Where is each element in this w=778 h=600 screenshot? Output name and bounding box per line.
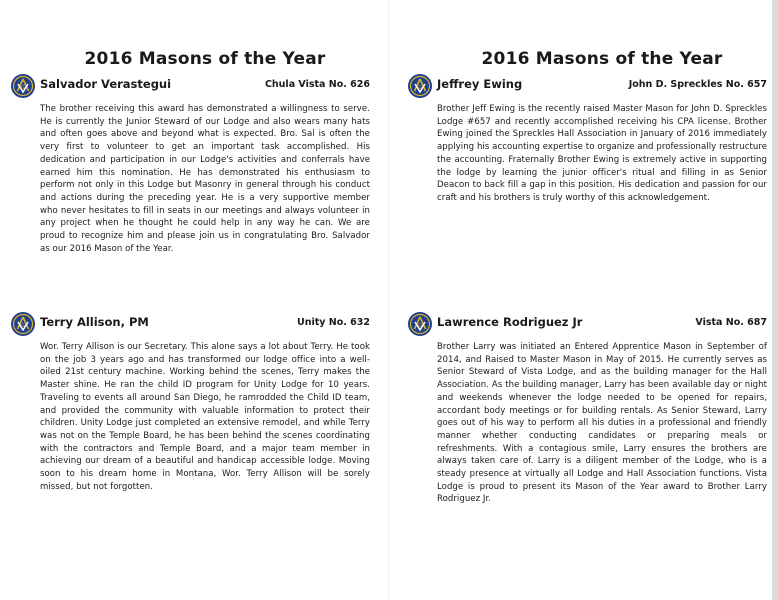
award-card-terry — [21, 313, 370, 493]
square-and-compass-icon — [407, 73, 433, 99]
award-card-lawrence — [418, 313, 767, 506]
card-header — [418, 75, 767, 97]
honoree-name: Lawrence Rodriguez Jr — [437, 315, 583, 329]
lodge-name: John D. Spreckles No. 657 — [628, 79, 767, 90]
card-header — [21, 313, 370, 335]
square-and-compass-icon — [407, 311, 433, 337]
citation-text: Brother Larry was initiated an Entered Apprentice Mason in September of 2014, and Raised to Master Mason in May of 2015. He currently serves as Senior Steward of Vista Lodge, and as the building manager for the Hall Association. As the building manager, Larry has been available day or night and weekends whenever the lodge needed to be opened for repairs, accordant body meetings or for building rentals. As Senior Steward, Larry goes out of his way to perform all his duties in a professional and friendly manner whether conducting candidates or preparing meals or refreshments. With a contagious smile, Larry ensures the brothers are always taken care of. Larry is a diligent member of the Lodge, who is a steady presence at virtually all Lodge and Hall Association functions. Vista Lodge is proud to present its Mason of the Year award to Brother Larry Rodriguez Jr. — [437, 342, 767, 505]
lodge-name: Chula Vista No. 626 — [264, 79, 370, 90]
svg-text:G: G — [21, 323, 25, 329]
square-and-compass-icon — [10, 73, 36, 99]
page-edge — [772, 0, 778, 600]
square-and-compass-icon — [10, 311, 36, 337]
citation-text: Wor. Terry Allison is our Secretary. This alone says a lot about Terry. He took on the job 3 years ago and has transformed our lodge office into a well-oiled 21st century machine. Working behind the scenes, Terry makes the Master shine. He ran the child ID program for Unity Lodge for 10 years. Traveling to events all around San Diego, he ramrodded the Child ID team, and provided the community with valuable information to protect their children. Unity Lodge just completed an extensive remodel, and while Terry was not on the Temple Board, he has been behind the scenes coordinating with the contractors and Temple Board, and a major team member in achieving our dream of a beautiful and handicap accessible lodge. Moving soon to his dream home in Montana, Wor. Terry Allison will be sorely missed, but not forgotten. — [40, 342, 370, 492]
lodge-name: Unity No. 632 — [297, 317, 370, 328]
center-fold — [388, 0, 389, 600]
section-heading: 2016 Masons of the Year — [84, 49, 326, 69]
honoree-name: Jeffrey Ewing — [437, 77, 523, 91]
citation-text: The brother receiving this award has demonstrated a willingness to serve. He is currently the Junior Steward of our Lodge and also wears many hats and often goes above and beyond what is expected. Bro. Sal is often the very first to volunteer to get an important task accomplished. His dedication and participation in our Lodge's activities and conferrals have earned him this nomination. He has demonstrated his enthusiasm to perform not only in this Lodge but Masonry in general through his conduct and actions during the preceding year. He is a very supportive member who never hesitates to fill in seats in our meetings and always volunteer in any project when he thought he could help in any way he can. We are proud to recognize him and please join us in congratulating Bro. Salvador as our 2016 Mason of the Year. — [40, 104, 370, 254]
card-header — [418, 313, 767, 335]
card-header — [21, 75, 370, 97]
award-card-salvador — [21, 49, 370, 255]
citation-text: Brother Jeff Ewing is the recently raised Master Mason for John D. Spreckles Lodge #657 and recently accomplished receiving his CPA license. Brother Ewing joined the Spreckles Hall Association in January of 2016 immediately applying his accounting expertise to organize and professionally restructure the accounting. Fraternally Brother Ewing is extremely active in supporting the lodge by learning the junior officer's ritual and filling in as Senior Deacon to back fill a gap in this position. His dedication and passion for our craft and his brothers is truly worthy of this acknowledgement. — [437, 104, 767, 203]
honoree-name: Terry Allison, PM — [40, 315, 149, 329]
svg-text:G: G — [21, 85, 25, 91]
svg-text:G: G — [418, 323, 422, 329]
svg-text:G: G — [418, 85, 422, 91]
award-card-jeffrey — [418, 49, 767, 205]
lodge-name: Vista No. 687 — [695, 317, 767, 328]
section-heading: 2016 Masons of the Year — [481, 49, 723, 69]
honoree-name: Salvador Verastegui — [40, 77, 172, 91]
